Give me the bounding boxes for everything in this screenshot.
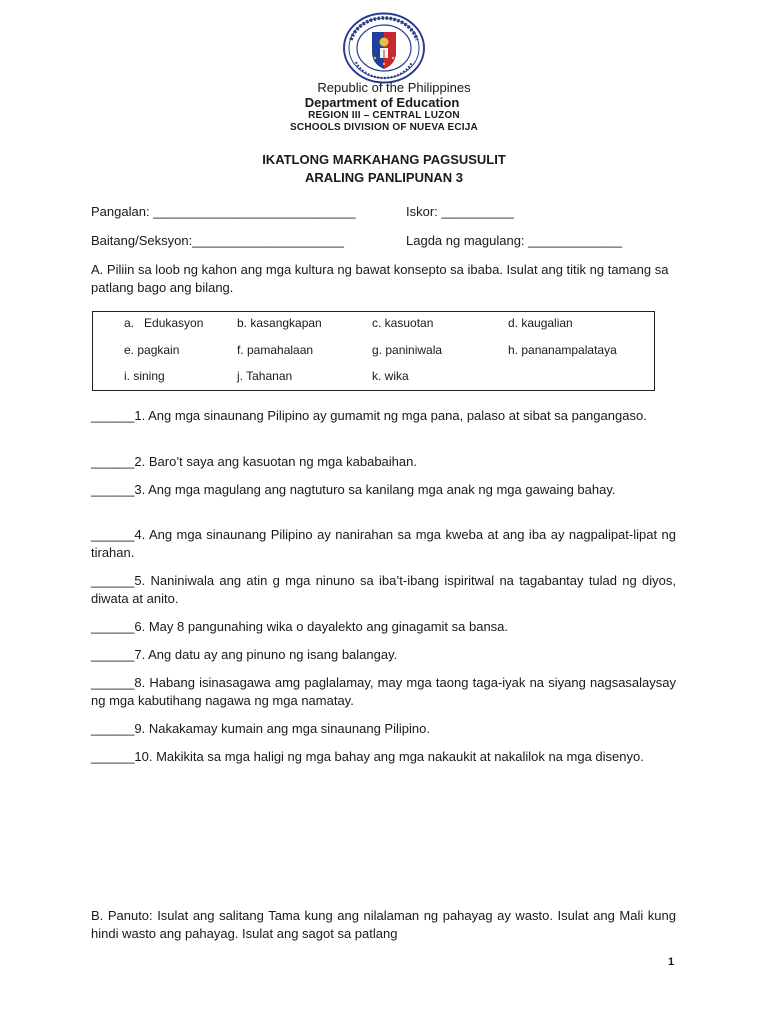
section-a-instructions: A. Piliin sa loob ng kahon ang mga kultura ng bawat konsepto sa ibaba. Isulat ang titik ng tamang sa patlang bago ang bilang. bbox=[91, 262, 669, 295]
question-item-10: ______10. Makikita sa mga haligi ng mga bahay ang mga nakaukit at nakalilok na mga disenyo. bbox=[91, 749, 644, 764]
question-item-4: ______4. Ang mga sinaunang Pilipino ay nanirahan sa mga kweba at ang iba ay nagpalipat-lipat ng tirahan. bbox=[91, 527, 676, 560]
choice-item: b. kasangkapan bbox=[237, 316, 322, 330]
question-item-3: ______3. Ang mga magulang ang nagtuturo sa kanilang mga anak ng mga gawaing bahay. bbox=[91, 482, 616, 497]
division-heading: SCHOOLS DIVISION OF NUEVA ECIJA bbox=[290, 122, 478, 133]
republic-heading: Republic of the Philippines bbox=[317, 80, 471, 95]
iskor-field[interactable]: Iskor: __________ bbox=[406, 204, 514, 219]
choice-item: j. Tahanan bbox=[237, 369, 293, 383]
exam-title: IKATLONG MARKAHANG PAGSUSULIT bbox=[262, 152, 506, 167]
choice-item: c. kasuotan bbox=[372, 316, 434, 330]
section-b-instructions: B. Panuto: Isulat ang salitang Tama kung ang nilalaman ng pahayag ay wasto. Isulat ang Mali kung hindi wasto ang pahayag. Isulat ang sagot sa patlang bbox=[91, 908, 676, 941]
choice-item: g. paniniwala bbox=[372, 343, 443, 357]
choice-item: k. wika bbox=[372, 369, 409, 383]
choice-item: i. sining bbox=[124, 369, 165, 383]
choice-item: e. pagkain bbox=[124, 343, 180, 357]
choice-item: d. kaugalian bbox=[508, 316, 573, 330]
deped-seal-logo bbox=[342, 12, 426, 84]
baitang-seksyon-field[interactable]: Baitang/Seksyon:_____________________ bbox=[91, 233, 345, 248]
lagda-magulang-field[interactable]: Lagda ng magulang: _____________ bbox=[406, 233, 623, 248]
question-item-6: ______6. May 8 pangunahing wika o dayalekto ang ginagamit sa bansa. bbox=[91, 619, 509, 634]
pangalan-field[interactable]: Pangalan: ____________________________ bbox=[91, 204, 356, 219]
page-number: 1 bbox=[668, 956, 675, 968]
choice-item: h. pananampalataya bbox=[508, 343, 617, 357]
question-item-7: ______7. Ang datu ay ang pinuno ng isang balangay. bbox=[91, 647, 398, 662]
choice-item: a. Edukasyon bbox=[124, 316, 204, 330]
subject-title: ARALING PANLIPUNAN 3 bbox=[305, 170, 463, 185]
region-heading: REGION III – CENTRAL LUZON bbox=[308, 110, 460, 121]
choice-item: f. pamahalaan bbox=[237, 343, 314, 357]
question-item-1: ______1. Ang mga sinaunang Pilipino ay gumamit ng mga pana, palaso at sibat sa pangangaso. bbox=[91, 408, 647, 423]
question-item-8: ______8. Habang isinasagawa amg paglalamay, may mga taong taga-iyak na siyang nagsasalaysay ng mga kabutihang nagawa ng mga namatay. bbox=[91, 675, 676, 708]
department-heading: Department of Education bbox=[304, 95, 460, 110]
question-item-2: ______2. Baro’t saya ang kasuotan ng mga kababaihan. bbox=[91, 454, 417, 469]
question-item-5: ______5. Naniniwala ang atin g mga ninuno sa iba’t-ibang ispiritwal na tagabantay tulad ng diyos, diwata at anito. bbox=[91, 573, 676, 606]
question-item-9: ______9. Nakakamay kumain ang mga sinaunang Pilipino. bbox=[91, 721, 430, 736]
